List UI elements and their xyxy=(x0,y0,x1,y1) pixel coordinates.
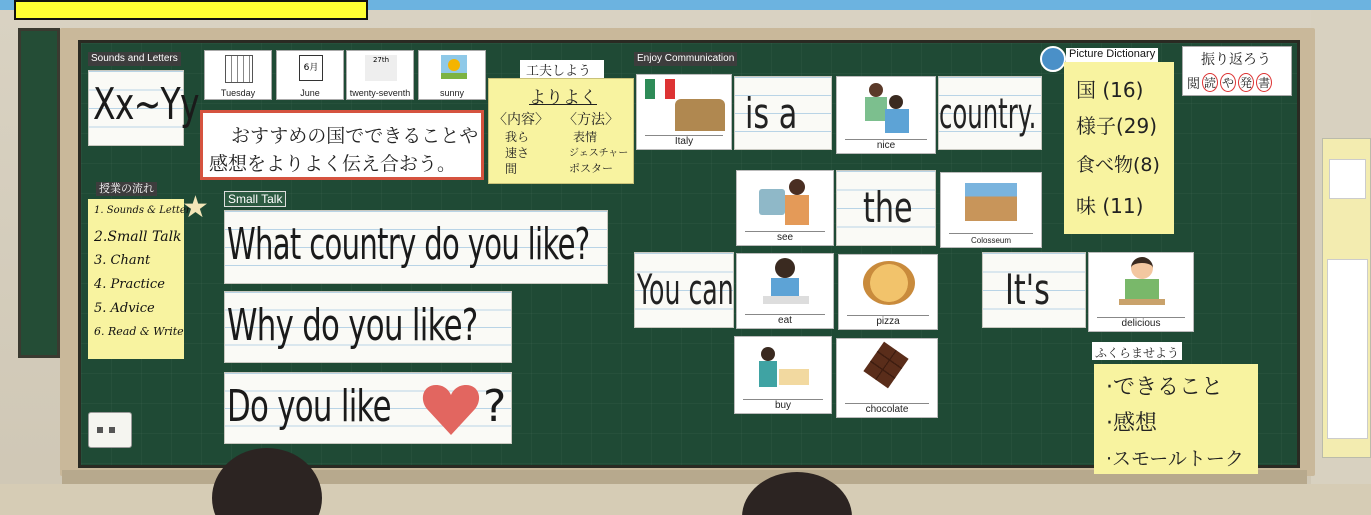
buy-card xyxy=(734,336,832,414)
question-3-text: Do you like xyxy=(227,381,391,432)
colosseum-small-icon xyxy=(675,99,725,131)
pizza-card xyxy=(838,254,938,330)
fukuramase-card xyxy=(1094,364,1258,474)
buy-icon xyxy=(759,345,809,389)
picture-dictionary-label: Picture Dictionary xyxy=(1066,48,1158,62)
chocolate-icon xyxy=(863,342,908,389)
furikaeri-char-circled: 書 xyxy=(1256,73,1272,92)
flow-item: 3. Chant xyxy=(94,253,151,268)
question-2-card xyxy=(224,291,512,363)
light-switch[interactable] xyxy=(88,412,132,448)
calendar-icon xyxy=(225,55,253,83)
side-poster xyxy=(1322,138,1371,458)
dictionary-icon xyxy=(1040,46,1066,72)
question-3-card xyxy=(224,372,512,444)
weather-card xyxy=(418,50,486,100)
furikaeri-title: 振り返ろう xyxy=(1201,52,1271,68)
month-icon: 6月 xyxy=(299,55,323,81)
flow-item: 6. Read & Write xyxy=(94,325,184,338)
kufu-title xyxy=(520,60,604,78)
kufu-title-text: 工夫しよう xyxy=(526,64,592,79)
side-blackboard xyxy=(18,28,60,358)
day-card xyxy=(204,50,272,100)
eat-card xyxy=(736,253,834,329)
picture-dictionary-card xyxy=(1064,62,1174,234)
see-card xyxy=(736,170,834,246)
chocolate-card xyxy=(836,338,938,418)
pizza-icon xyxy=(863,261,915,305)
floor-area xyxy=(0,484,1371,515)
flow-card xyxy=(88,199,196,359)
lesson-goal xyxy=(200,110,484,180)
goal-line-1: おすすめの国でできることや xyxy=(231,125,479,147)
question-3-mark: ? xyxy=(483,381,506,432)
question-2-text: Why do you like? xyxy=(227,300,478,351)
enjoy-communication-label: Enjoy Communication xyxy=(634,52,737,66)
dictionary-item: 味 (11) xyxy=(1076,194,1144,218)
sounds-letters-label: Sounds and Letters xyxy=(88,52,181,66)
kufu-col1-head: 〈内容〉 xyxy=(493,112,549,128)
colosseum-icon xyxy=(965,183,1017,221)
fukuramase-label xyxy=(1092,342,1182,360)
caption-line xyxy=(949,233,1033,234)
flow-item: 5. Advice xyxy=(94,301,155,316)
kufu-col2-item: ポスター xyxy=(569,162,613,175)
flow-item: 2.Small Talk xyxy=(94,229,182,245)
goal-line-2: 感想をよりよく伝え合おう。 xyxy=(209,153,457,175)
country-text: country. xyxy=(939,89,1037,138)
italy-flag-icon xyxy=(645,79,675,99)
kufu-col1-item: 速さ xyxy=(505,146,530,160)
question-1-card xyxy=(224,210,608,284)
fukuramase-item: ·スモールトーク xyxy=(1106,448,1244,470)
kufu-subtitle: よりよく xyxy=(529,88,597,108)
people-icon xyxy=(865,81,909,133)
furikaeri-card xyxy=(1182,46,1292,96)
italy-card xyxy=(636,74,732,150)
kufu-col2-item: ジェスチャー xyxy=(569,148,629,159)
delicious-icon xyxy=(1119,257,1165,309)
date-icon: 27th xyxy=(365,55,397,81)
star-icon: ★ xyxy=(182,190,209,225)
small-talk-label: Small Talk xyxy=(224,191,286,207)
flow-item: 4. Practice xyxy=(94,277,165,292)
furikaeri-char-circled: や xyxy=(1220,73,1236,92)
its-text: It's xyxy=(1005,265,1050,314)
colosseum-caption: Colosseum xyxy=(970,236,1011,245)
question-1-text: What country do you like? xyxy=(227,219,590,270)
furikaeri-char-circled: 読 xyxy=(1202,73,1218,92)
sounds-letters-text: Xx~Yy xyxy=(93,79,199,130)
date-caption: twenty-seventh xyxy=(349,88,411,98)
its-card xyxy=(982,252,1086,328)
delicious-card xyxy=(1088,252,1194,332)
delicious-caption: delicious xyxy=(1121,318,1161,329)
see-caption: see xyxy=(776,232,794,243)
you-can-text: You can xyxy=(637,265,734,314)
pizza-caption: pizza xyxy=(876,316,900,327)
furikaeri-char: 閲 xyxy=(1187,77,1201,92)
fukuramase-item: ·できること xyxy=(1106,375,1223,400)
is-a-card xyxy=(734,76,832,150)
kufu-card xyxy=(488,78,634,184)
heart-icon xyxy=(419,377,483,441)
eat-caption: eat xyxy=(778,315,792,326)
kufu-col2-item: 表情 xyxy=(573,130,598,144)
flow-item: 1. Sounds & Letters xyxy=(94,205,196,216)
dictionary-item: 国 (16) xyxy=(1076,78,1144,102)
kufu-col2-head: 〈方法〉 xyxy=(563,112,619,128)
kufu-col1-item: 間 xyxy=(505,162,518,176)
highlight-banner xyxy=(14,0,368,20)
fukuramase-item: ·感想 xyxy=(1106,411,1157,436)
month-caption: June xyxy=(300,88,320,98)
month-card xyxy=(276,50,344,100)
the-text: the xyxy=(863,183,913,232)
is-a-text: is a xyxy=(745,89,798,138)
colosseum-card xyxy=(940,172,1042,248)
country-card xyxy=(938,76,1042,150)
fukuramase-label-text: ふくらませよう xyxy=(1095,346,1180,360)
buy-caption: buy xyxy=(774,400,792,411)
day-caption: Tuesday xyxy=(220,88,256,98)
nice-card xyxy=(836,76,936,154)
date-card xyxy=(346,50,414,100)
you-can-card xyxy=(634,252,734,328)
weather-caption: sunny xyxy=(439,88,465,98)
the-card xyxy=(836,170,936,246)
italy-caption: Italy xyxy=(674,136,694,147)
nice-caption: nice xyxy=(876,140,896,151)
kufu-col1-item: 我ら xyxy=(505,130,530,144)
eat-icon xyxy=(763,258,809,308)
furikaeri-char-circled: 発 xyxy=(1238,73,1254,92)
dictionary-item: 様子(29) xyxy=(1076,114,1158,138)
sounds-letters-card xyxy=(88,70,199,146)
flow-label: 授業の流れ xyxy=(96,182,157,196)
dictionary-item: 食べ物(8) xyxy=(1076,154,1160,176)
see-icon xyxy=(759,179,813,225)
chocolate-caption: chocolate xyxy=(865,404,909,415)
sunny-icon xyxy=(441,55,467,79)
